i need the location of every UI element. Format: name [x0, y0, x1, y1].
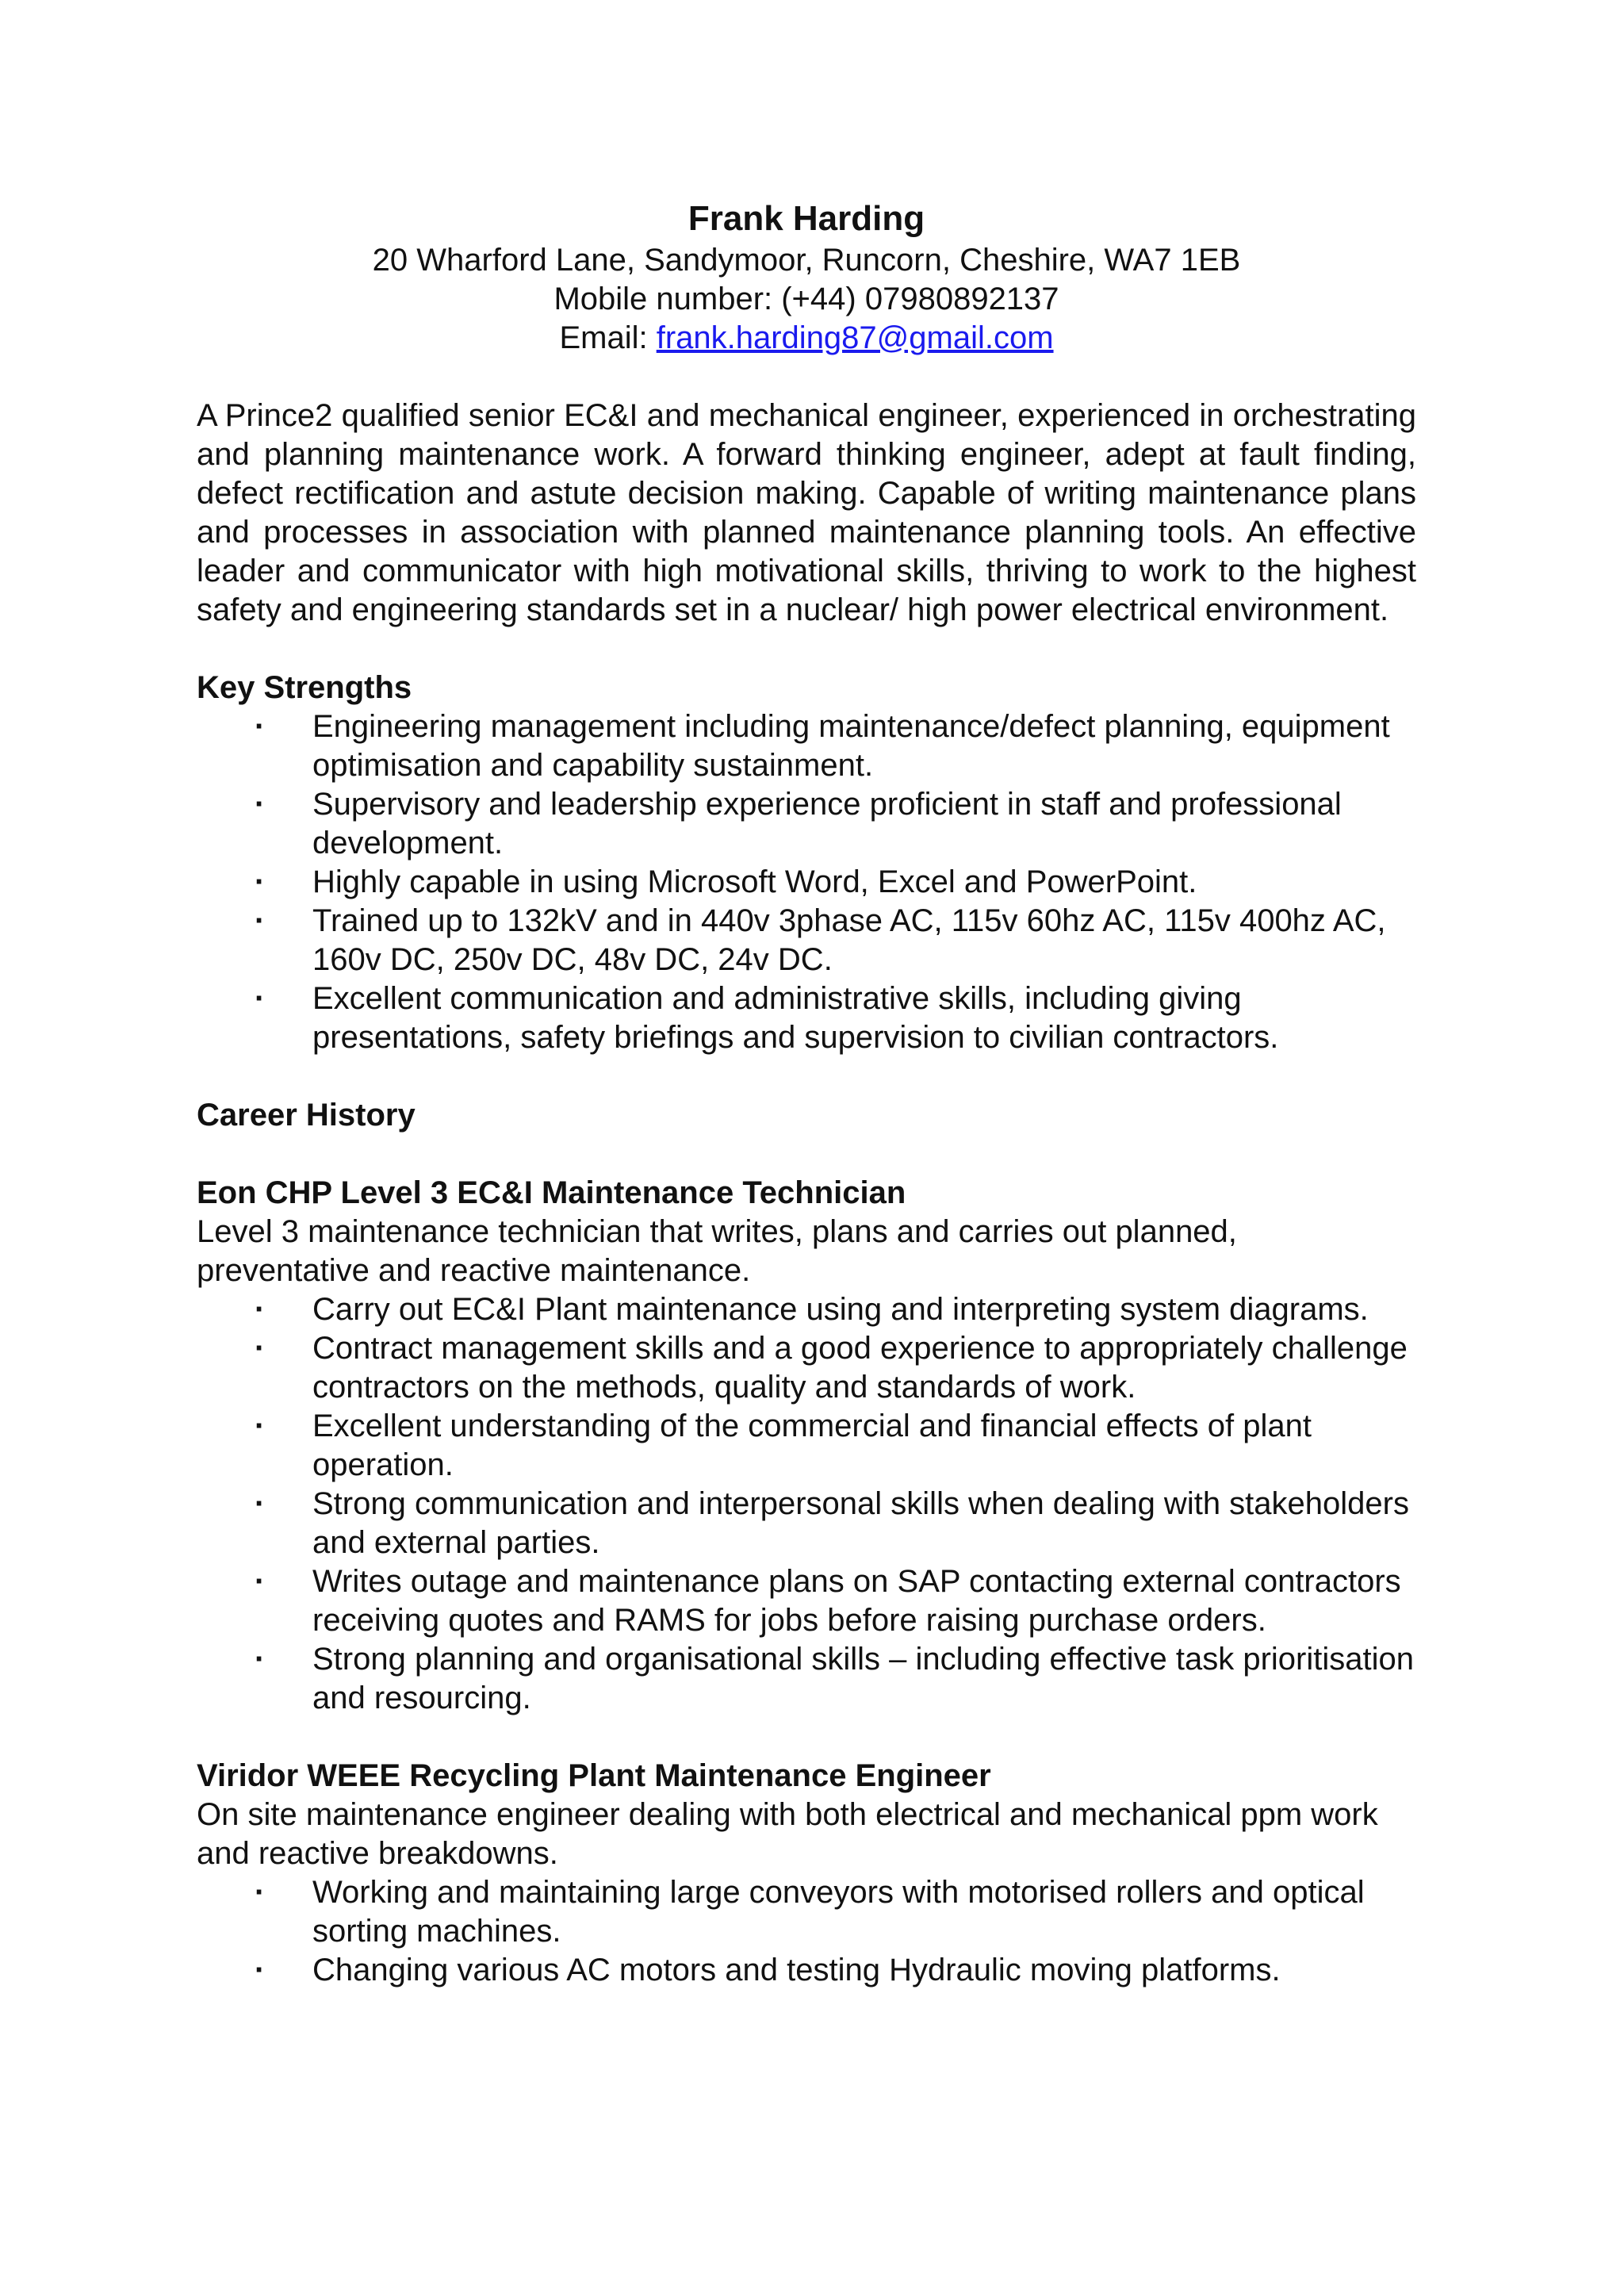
address: 20 Wharford Lane, Sandymoor, Runcorn, Cheshire, WA7 1EB: [372, 243, 1241, 278]
list-item: · Carry out EC&I Plant maintenance using and interpreting system diagrams.: [312, 1290, 1416, 1329]
cv-header: [197, 197, 1416, 358]
list-item: · Writes outage and maintenance plans on SAP contacting external contractors receiving quotes and RAMS for jobs before raising purchase orders.: [312, 1562, 1416, 1640]
key-strengths-list: [197, 707, 1416, 1057]
list-item: · Trained up to 132kV and in 440v 3phase AC, 115v 60hz AC, 115v 400hz AC, 160v DC, 250v DC, 48v DC, 24v DC.: [312, 902, 1416, 979]
email-link[interactable]: frank.harding87@gmail.com: [656, 320, 1054, 355]
list-item: · Changing various AC motors and testing Hydraulic moving platforms.: [312, 1951, 1416, 1990]
mobile-number: Mobile number: (+44) 07980892137: [553, 282, 1059, 316]
list-item: · Supervisory and leadership experience proficient in staff and professional development.: [312, 785, 1416, 863]
profile-summary: A Prince2 qualified senior EC&I and mechanical engineer, experienced in orchestrating and planning maintenance work. A forward thinking engineer, adept at fault finding, defect rectification and astute decision making. Capable of writing maintenance plans and processes in association with planned maintenance planning tools. An effective leader and communicator with high motivational skills, thriving to work to the highest safety and engineering standards set in a nuclear/ high power electrical environment.: [197, 398, 1416, 627]
key-strengths-heading: Key Strengths: [197, 670, 412, 705]
list-item: · Highly capable in using Microsoft Word, Excel and PowerPoint.: [312, 863, 1416, 902]
job-duties-list: [197, 1290, 1416, 1718]
job-duties-list: [197, 1873, 1416, 1990]
candidate-name: Frank Harding: [688, 199, 925, 238]
job-title: Eon CHP Level 3 EC&I Maintenance Technician: [197, 1175, 906, 1210]
list-item: · Engineering management including maintenance/defect planning, equipment optimisation and capability sustainment.: [312, 707, 1416, 785]
job-description: On site maintenance engineer dealing with both electrical and mechanical ppm work and reactive breakdowns.: [197, 1797, 1378, 1871]
list-item: · Contract management skills and a good experience to appropriately challenge contractors on the methods, quality and standards of work.: [312, 1329, 1416, 1407]
list-item: · Excellent understanding of the commercial and financial effects of plant operation.: [312, 1407, 1416, 1485]
email-line: [197, 319, 1416, 358]
job-title: Viridor WEEE Recycling Plant Maintenance Engineer: [197, 1758, 991, 1793]
list-item: · Working and maintaining large conveyors with motorised rollers and optical sorting machines.: [312, 1873, 1416, 1951]
list-item: · Strong communication and interpersonal skills when dealing with stakeholders and external parties.: [312, 1485, 1416, 1562]
list-item: · Strong planning and organisational skills – including effective task prioritisation and resourcing.: [312, 1640, 1416, 1718]
list-item: · Excellent communication and administrative skills, including giving presentations, safety briefings and supervision to civilian contractors.: [312, 979, 1416, 1057]
career-history-heading: Career History: [197, 1098, 416, 1133]
email-label: Email:: [559, 320, 657, 355]
job-description: Level 3 maintenance technician that writes, plans and carries out planned, preventative and reactive maintenance.: [197, 1214, 1237, 1288]
